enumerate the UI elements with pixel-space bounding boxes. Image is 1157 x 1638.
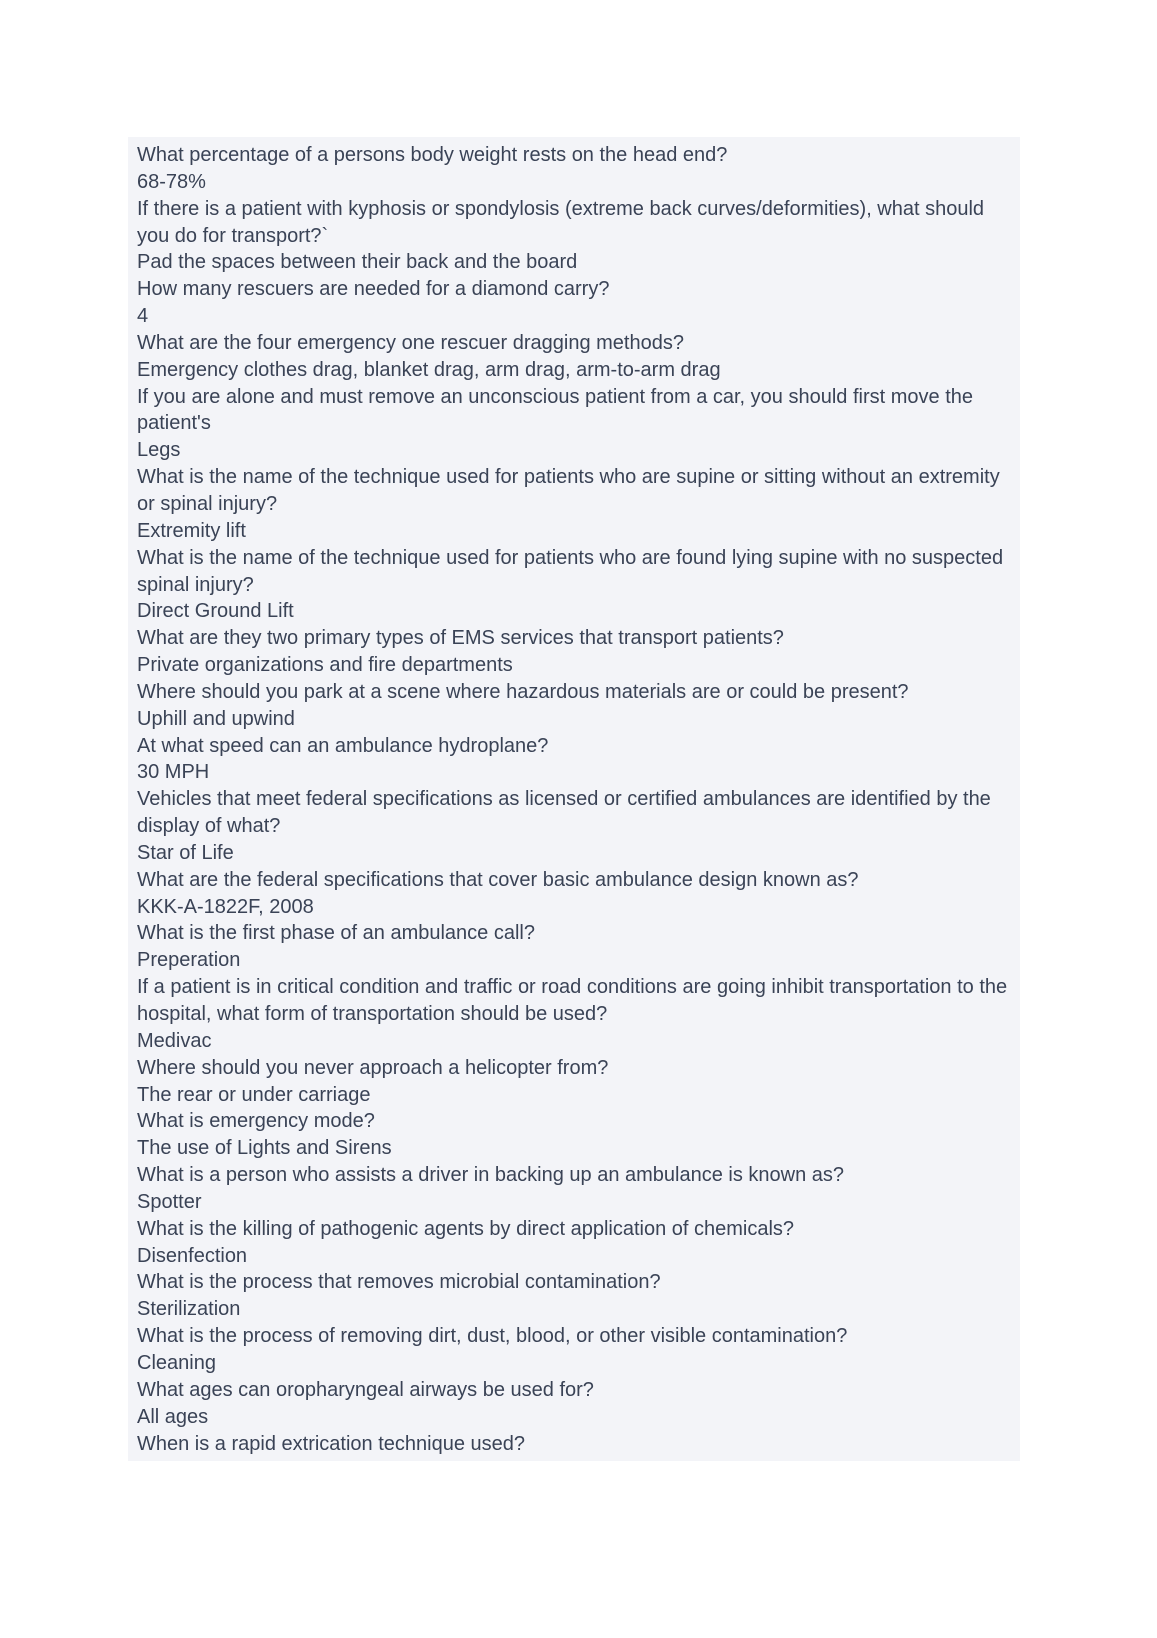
answer-text: Star of Life	[137, 841, 234, 864]
question-text: What is a person who assists a driver in backing up an ambulance is known as?	[137, 1164, 845, 1187]
question-text: When is a rapid extrication technique used?	[137, 1432, 526, 1455]
question-text: What is the process of removing dirt, dust, blood, or other visible contamination?	[137, 1325, 848, 1348]
question-text: What is emergency mode?	[137, 1110, 375, 1133]
answer-text: Extremity lift	[137, 519, 246, 542]
question-text: What percentage of a persons body weight rests on the head end?	[137, 144, 728, 166]
answer-text: Medivac	[137, 1029, 212, 1052]
answer-text: Private organizations and fire departments	[137, 654, 513, 677]
question-text: What is the name of the technique used for patients who are found lying supine with no suspected spinal injury?	[137, 546, 1004, 596]
question-text: What ages can oropharyngeal airways be used for?	[137, 1378, 594, 1401]
answer-text: KKK-A-1822F, 2008	[137, 895, 314, 918]
answer-text: 30 MPH	[137, 761, 210, 784]
question-text: What is the first phase of an ambulance call?	[137, 922, 535, 945]
answer-text: Disenfection	[137, 1244, 248, 1267]
answer-text: Preperation	[137, 949, 241, 972]
answer-text: Pad the spaces between their back and the board	[137, 251, 578, 274]
answer-text: Direct Ground Lift	[137, 600, 294, 623]
answer-text: Cleaning	[137, 1351, 216, 1374]
question-text: What is the name of the technique used for patients who are supine or sitting without an extremity or spinal injury?	[137, 466, 1000, 515]
question-text: At what speed can an ambulance hydroplane?	[137, 734, 549, 757]
answer-text: Sterilization	[137, 1298, 241, 1321]
answer-text: Spotter	[137, 1190, 202, 1213]
answer-text: All ages	[137, 1405, 209, 1428]
qa-text-block	[128, 137, 1020, 1461]
answer-text: 68-78%	[137, 170, 206, 193]
answer-text: The rear or under carriage	[137, 1083, 371, 1106]
question-text: If a patient is in critical condition and traffic or road conditions are going inhibit transportation to the hospital, what form of transportation should be used?	[137, 976, 1008, 1025]
question-text: How many rescuers are needed for a diamond carry?	[137, 278, 610, 301]
answer-text: The use of Lights and Sirens	[137, 1137, 392, 1160]
question-text: Where should you park at a scene where hazardous materials are or could be present?	[137, 680, 909, 703]
question-text: Vehicles that meet federal specifications as licensed or certified ambulances are identified by the display of what?	[137, 788, 991, 838]
answer-text: Legs	[137, 439, 181, 462]
answer-text: Uphill and upwind	[137, 707, 295, 730]
question-text: If there is a patient with kyphosis or spondylosis (extreme back curves/deformities), what should you do for transport?`	[137, 197, 985, 247]
question-text: What are the federal specifications that cover basic ambulance design known as?	[137, 868, 859, 891]
question-text: If you are alone and must remove an unconscious patient from a car, you should first move the patient's	[137, 385, 974, 435]
answer-text: Emergency clothes drag, blanket drag, arm drag, arm-to-arm drag	[137, 358, 721, 381]
question-text: Where should you never approach a helicopter from?	[137, 1056, 609, 1079]
question-text: What are they two primary types of EMS services that transport patients?	[137, 627, 784, 650]
question-text: What are the four emergency one rescuer dragging methods?	[137, 331, 684, 354]
question-text: What is the process that removes microbial contamination?	[137, 1271, 661, 1294]
question-text: What is the killing of pathogenic agents by direct application of chemicals?	[137, 1217, 795, 1240]
answer-text: 4	[137, 305, 149, 328]
